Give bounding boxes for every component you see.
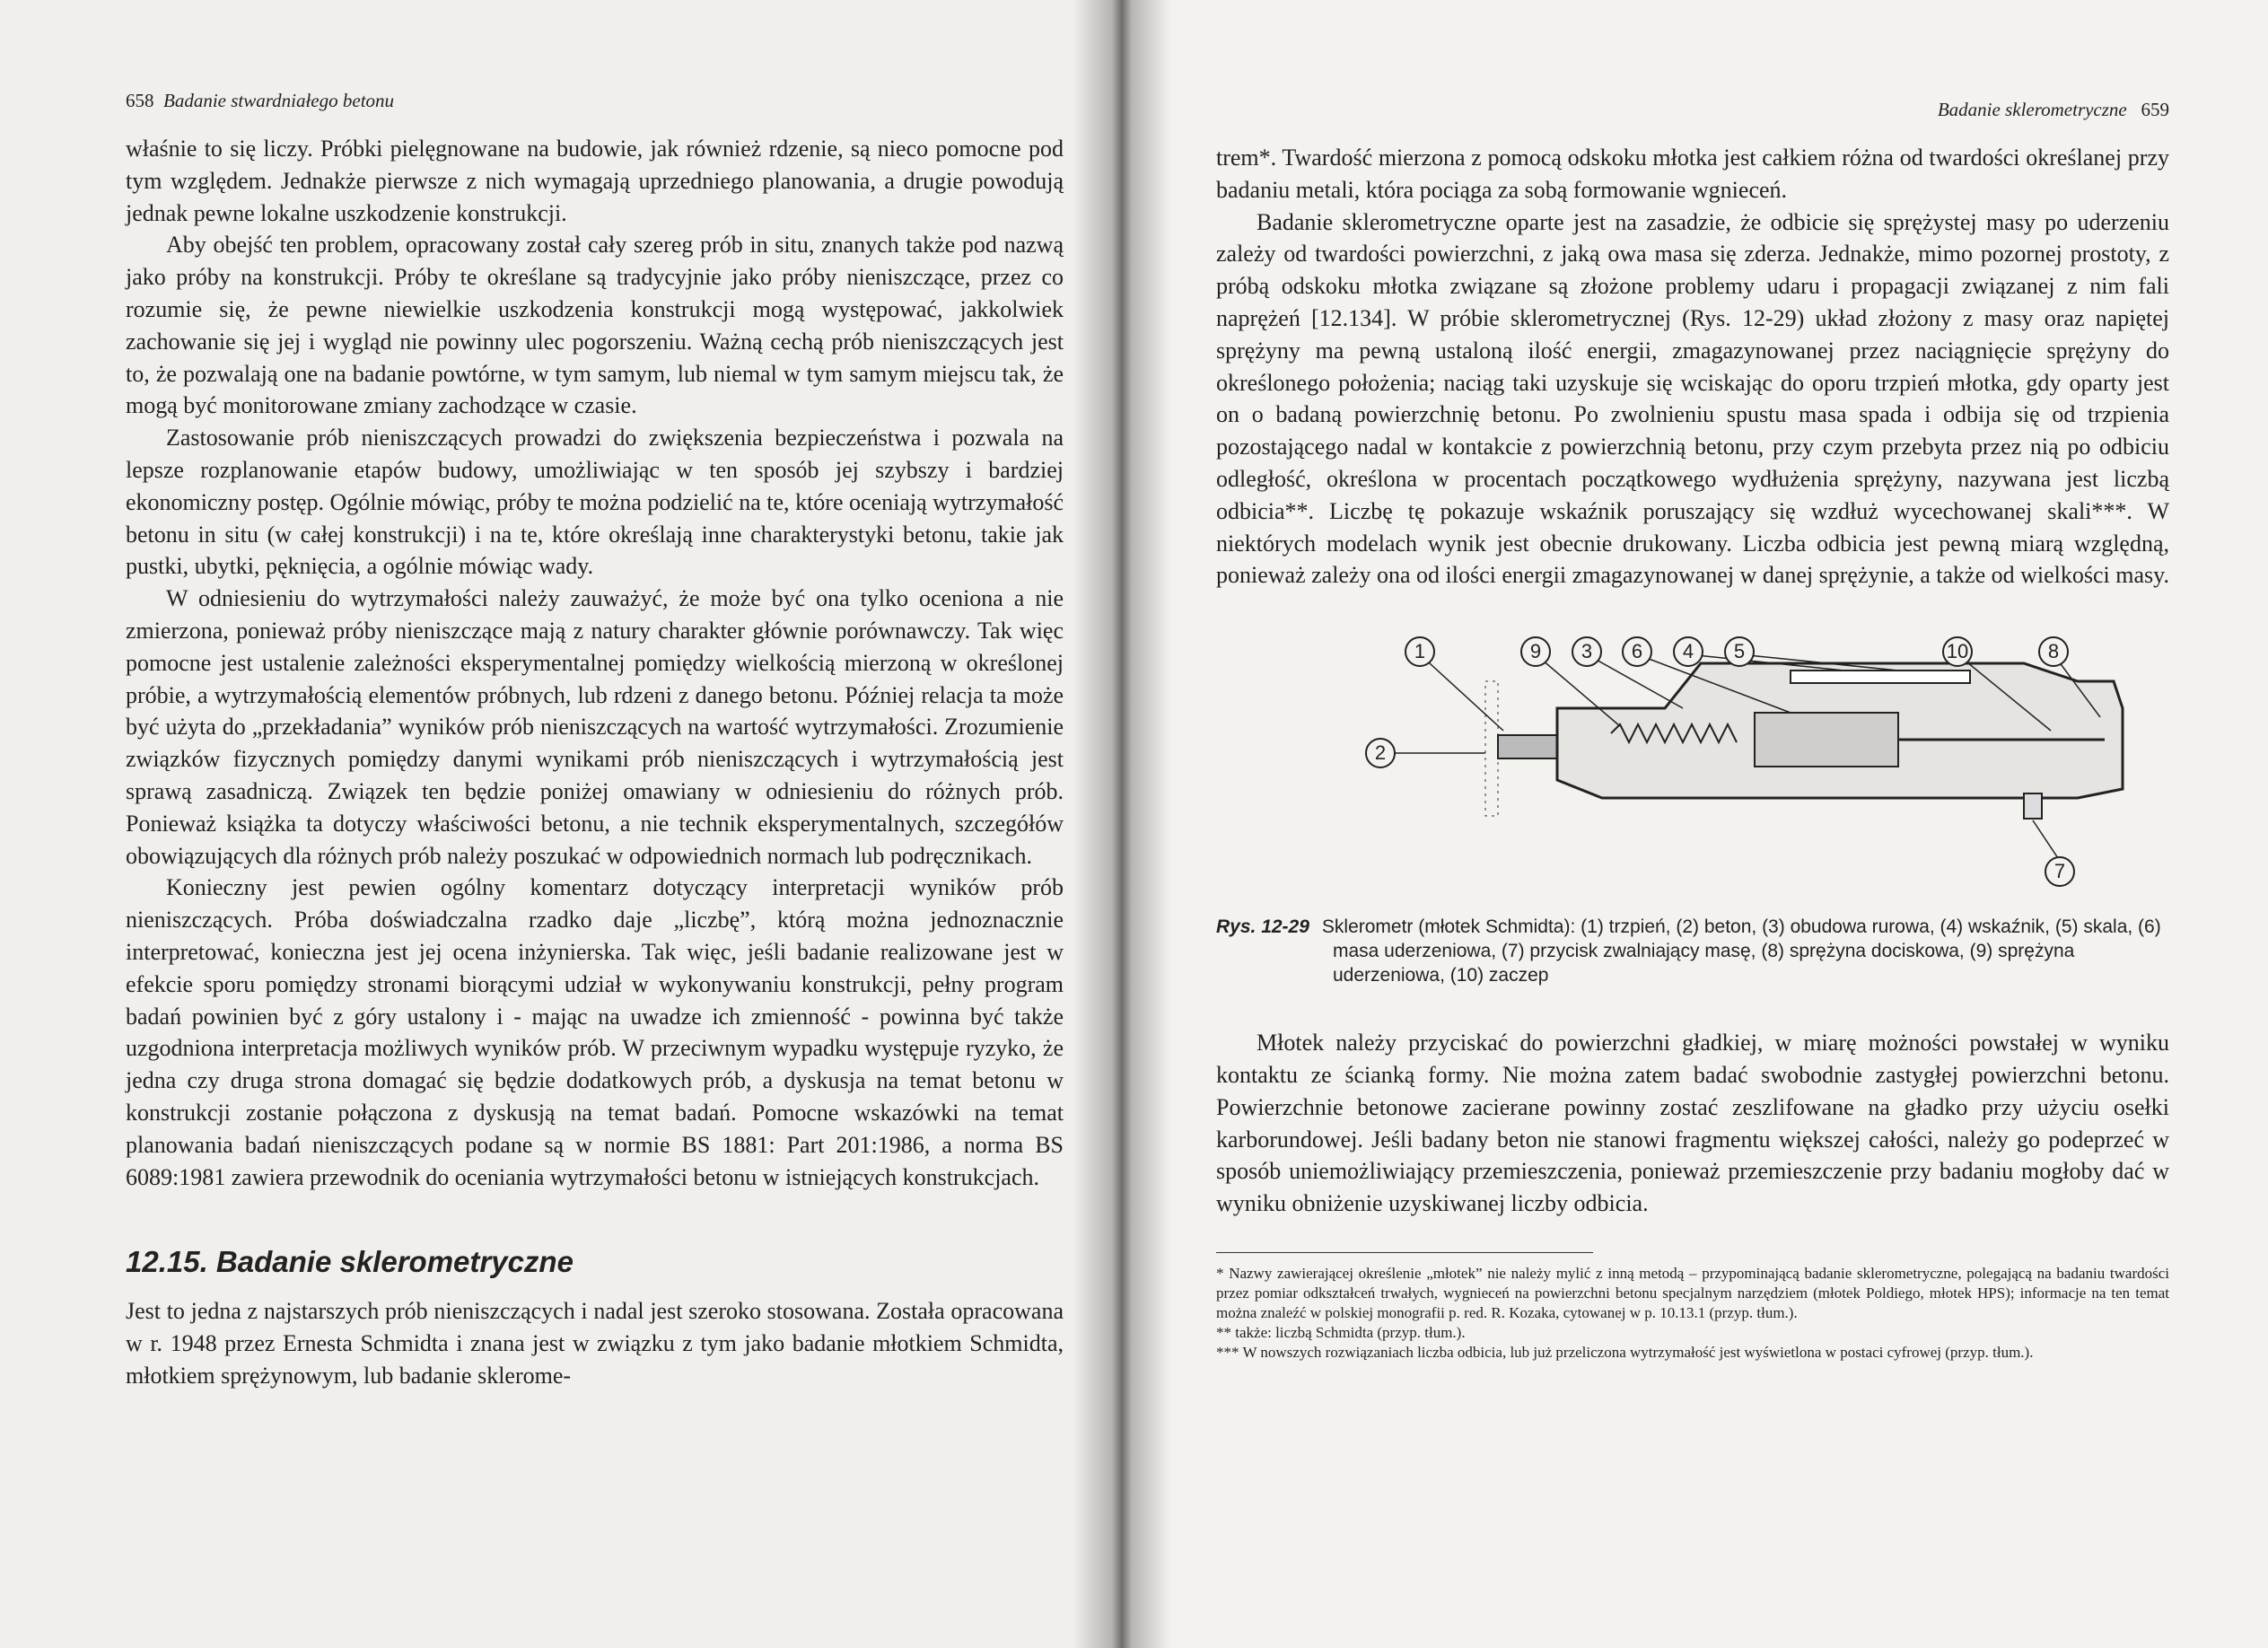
footnote: ** także: liczbą Schmidta (przyp. tłum.).	[1216, 1323, 1466, 1341]
schmidt-hammer-drawing	[1216, 627, 2169, 897]
concrete-surface	[1485, 681, 1498, 816]
schmidt-hammer-figure	[1216, 627, 2169, 897]
left-running-head	[126, 90, 1064, 113]
hammer-mass	[1755, 713, 1898, 767]
section-paragraph: Jest to jedna z najstarszych prób nieniszczących i nadal jest szeroko stosowana. Została opracowana w r. 1948 przez Ernesta Schmidta i znana jest w związku z tym jako badanie młotkiem Schmidta, młotkiem sprężynowym, lub badanie sklerome-	[126, 1298, 1064, 1389]
callout-3: 3	[1572, 636, 1602, 667]
callout-7: 7	[2045, 856, 2075, 887]
footnote: *** W nowszych rozwiązaniach liczba odbicia, lub już przeliczona wytrzymałość jest wyświetlona w postaci cyfrowej (przyp. tłum.).	[1216, 1343, 2034, 1361]
figure-caption	[1216, 915, 2169, 987]
right-running-head	[1216, 99, 2169, 122]
left-running-title: Badanie stwardniałego betonu	[163, 90, 395, 111]
paragraph: trem*. Twardość mierzona z pomocą odskoku młotka jest całkiem różna od twardości określanej przy badaniu metali, która pociąga za sobą formowanie wgnieceń.	[1216, 145, 2169, 203]
paragraph: Badanie sklerometryczne oparte jest na zasadzie, że odbicie się sprężystej masy po uderzeniu zależy od twardości powierzchni, z jaką owa masa się zderza. Jednakże, mimo pozornej prostoty, z próbą odskoku młotka związane są złożone problemy udaru i propagacji związanej z nim fali naprężeń [12.134]. W próbie sklerometrycznej (Rys. 12-29) układ złożony z masy oraz napiętej sprężyny ma pewną ustaloną ilość energii, zmagazynowanej przez naciągnięcie sprężyny do określonego położenia; naciąg taki uzyskuje się wciskając do oporu trzpień młotka, gdy oparty jest on o badaną powierzchnię betonu. Po zwolnieniu spustu masa spada i odbija się od trzpienia pozostającego nadal w kontakcie z powierzchnią betonu, przy czym przebyta przez nią po odbiciu odległość, określona w procentach początkowego wydłużenia sprężyny, nazywana jest liczbą odbicia**. Liczbę tę pokazuje wskaźnik poruszający się wzdłuż wycechowanej skali***. W niektórych modelach wynik jest obecnie drukowany. Liczba odbicia jest pewną miarą względną, ponieważ zależy ona od ilości energii zmagazynowanej w danej sprężynie, a także od wielkości masy.	[1216, 208, 2169, 589]
release-button	[2024, 793, 2042, 819]
left-page	[0, 0, 1117, 1648]
paragraph: W odniesieniu do wytrzymałości należy zauważyć, że może być ona tylko oceniona a nie zmierzona, ponieważ próby nieniszczące mają z natury charakter głównie porównawczy. Tak więc pomocne jest ustalenie zależności eksperymentalnej pomiędzy wielkością mierzoną w określonej próbie, a wytrzymałością elementów próbnych, lub rdzeni z danego betonu. Później relacja ta może być użyta do „przekładania” wyników prób nieniszczących na wartość wytrzymałości. Zrozumienie związków fizycznych pomiędzy danymi wynikami prób nieniszczących i wytrzymałością jest sprawą zasadniczą. Związek ten będzie poniżej omawiany w odniesieniu do różnych prób. Ponieważ książka ta dotyczy właściwości betonu, a nie technik eksperymentalnych, szczegółów obowiązujących dla różnych prób należy poszukać w odpowiednich normach lub podręcznikach.	[126, 585, 1064, 869]
callout-4: 4	[1673, 636, 1703, 667]
callout-8: 8	[2038, 636, 2069, 667]
scale	[1791, 671, 1970, 683]
paragraph: Zastosowanie prób nieniszczących prowadzi do zwiększenia bezpieczeństwa i pozwala na lepsze rozplanowanie etapów budowy, umożliwiając w ten sposób jej szybszy i bardziej ekonomiczny postęp. Ogólnie mówiąc, próby te można podzielić na te, które oceniają wytrzymałość betonu in situ (w całej konstrukcji) i na te, które określają inne charakterystyki betonu, takie jak pustki, ubytki, pęknięcia, a ogólnie mówiąc wady.	[126, 425, 1064, 580]
footnote: * Nazwy zawierającej określenie „młotek” nie należy mylić z inną metodą – przypominającą badanie sklerometryczne, polegającą na badaniu twardości przez pomiar odkształceń trwałych, wygnieceń na powierzchni betonu specjalnym narzędziem (młotek Poldiego, młotek HPS); informacje na ten temat można znaleźć w polskiej monografii p. red. R. Kozaka, cytowanej w p. 10.13.1 (przyp. tłum.).	[1216, 1264, 2169, 1321]
callout-2: 2	[1365, 738, 1396, 768]
callout-6: 6	[1622, 636, 1652, 667]
caption-label: Rys. 12-29	[1216, 916, 1309, 938]
paragraph: Młotek należy przyciskać do powierzchni gładkiej, w miarę możności powstałej w wyniku kontaktu ze ścianką formy. Nie można zatem badać swobodnie zastygłej powierzchni betonu. Powierzchnie betonowe zacierane powinny zostać zeszlifowane na gładko przy użyciu osełki karborundowej. Jeśli badany beton nie stanowi fragmentu większej całości, należy go podeprzeć w sposób uniemożliwiający przemieszczenia, ponieważ przemieszczenie przy badaniu mogłoby dać w wyniku obniżenie uzyskiwanej liczby odbicia.	[1216, 1030, 2169, 1217]
callout-9: 9	[1520, 636, 1551, 667]
caption-text: Sklerometr (młotek Schmidta): (1) trzpień, (2) beton, (3) obudowa rurowa, (4) wskaźnik, (5) skala, (6) masa uderzeniowa, (7) przycisk zwalniający masę, (8) sprężyna dociskowa, (9) sprężyna uderzeniowa, (10) zaczep	[1321, 916, 2161, 986]
paragraph: Aby obejść ten problem, opracowany został cały szereg prób in situ, znanych także pod nazwą jako próby na konstrukcji. Próby te określane są tradycyjnie jako próby nieniszczące, przez co rozumie się, że pewne niewielkie uszkodzenia konstrukcji mogą występować, jakkolwiek zachowanie się jej i wygląd nie powinny ulec pogorszeniu. Ważną cechą prób nieniszczących jest to, że pozwalają one na badanie powtórne, w tym samym, lub niemal w tym samym miejscu tak, że mogą być monitorowane zmiany zachodzące w czasie.	[126, 232, 1064, 419]
right-page-number: 659	[2141, 99, 2169, 120]
right-page	[1117, 0, 2268, 1648]
left-page-number: 658	[126, 90, 154, 111]
paragraph: właśnie to się liczy. Próbki pielęgnowane na budowie, jak również rdzenie, są nieco pomocne pod tym względem. Jednakże pierwsze z nich wymagają uprzedniego planowania, a drugie powodują jednak pewne lokalne uszkodzenie konstrukcji.	[126, 136, 1064, 226]
footnote-divider	[1216, 1252, 1593, 1253]
book-gutter	[1073, 0, 1171, 1648]
callout-1: 1	[1405, 636, 1435, 667]
callout-5: 5	[1724, 636, 1755, 667]
section-heading: 12.15. Badanie sklerometryczne	[126, 1245, 574, 1279]
callout-10: 10	[1942, 636, 1973, 667]
right-running-title: Badanie sklerometryczne	[1937, 99, 2127, 120]
paragraph: Konieczny jest pewien ogólny komentarz dotyczący interpretacji wyników prób nieniszczących. Próba doświadczalna rzadko daje „liczbę”, którą można jednoznacznie interpretować, konieczna jest jej ocena inżynierska. Tak więc, jeśli badanie realizowane jest w efekcie sporu pomiędzy stronami biorącymi udział w wykonywaniu konstrukcji, pełny program badań powinien być z góry ustalony i - mając na uwadze ich zmienność - powinna być także uzgodniona interpretacja możliwych wyników prób. W przeciwnym wypadku występuje ryzyko, że jedna czy druga strona domagać się będzie dodatkowych prób, a dyskusja na temat betonu w konstrukcji zostanie połączona z dyskusją na temat badań. Pomocne wskazówki na temat planowania badań nieniszczących podane są w normie BS 1881: Part 201:1986, a norma BS 6089:1981 zawiera przewodnik do oceniania wytrzymałości betonu w istniejących konstrukcjach.	[126, 874, 1064, 1190]
